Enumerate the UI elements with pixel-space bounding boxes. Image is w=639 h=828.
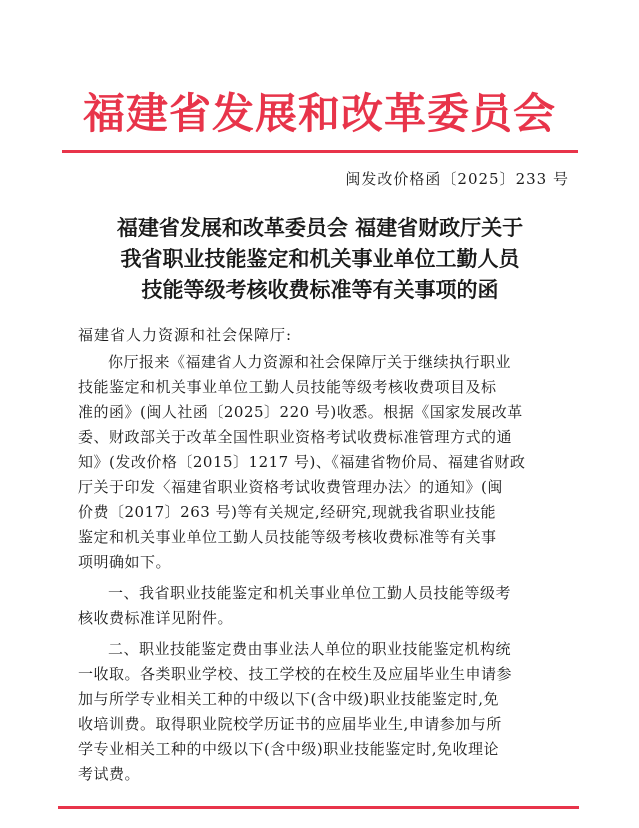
title-line: 福建省发展和改革委员会 福建省财政厅关于	[116, 215, 524, 240]
organization-header: 福建省发展和改革委员会	[82, 89, 556, 138]
paragraph-3-line: 学专业相关工种的中级以下(含中级)职业技能鉴定时,免收理论	[78, 740, 499, 758]
paragraph-2-line: 一、我省职业技能鉴定和机关事业单位工勤人员技能等级考	[108, 584, 512, 602]
addressee: 福建省人力资源和社会保障厅:	[78, 326, 293, 344]
header-red-rule	[62, 150, 578, 153]
paragraph-1-line: 准的函》(闽人社函〔2025〕220 号)收悉。根据《国家发展改革	[78, 403, 523, 421]
document-number: 闽发改价格函〔2025〕233 号	[345, 170, 569, 188]
paragraph-3-line: 加与所学专业相关工种的中级以下(含中级)职业技能鉴定时,免	[78, 690, 499, 708]
paragraph-3-line: 考试费。	[78, 765, 141, 783]
title-line: 技能等级考核收费标准等有关事项的函	[141, 277, 499, 302]
paragraph-2-line: 核收费标准详见附件。	[78, 609, 234, 627]
paragraph-1-line: 厅关于印发〈福建省职业资格考试收费管理办法〉的通知》(闽	[78, 478, 503, 496]
paragraph-3-line: 收培训费。取得职业院校学历证书的应届毕业生,申请参加与所	[78, 715, 502, 733]
document-title	[60, 212, 580, 305]
paragraph-1-line: 价费〔2017〕263 号)等有关规定,经研究,现就我省职业技能	[78, 503, 496, 521]
footer-red-rule	[58, 806, 579, 809]
title-line: 我省职业技能鉴定和机关事业单位工勤人员	[120, 246, 520, 271]
document-body	[78, 350, 568, 787]
paragraph-1-line: 技能鉴定和机关事业单位工勤人员技能等级考核收费项目及标	[78, 378, 497, 396]
paragraph-1-line: 项明确如下。	[78, 553, 172, 571]
paragraph-1-line: 知》(发改价格〔2015〕1217 号)、《福建省物价局、福建省财政	[78, 453, 526, 471]
paragraph-1-line: 你厅报来《福建省人力资源和社会保障厅关于继续执行职业	[108, 353, 512, 371]
paragraph-3-line: 一收取。各类职业学校、技工学校的在校生及应届毕业生申请参	[78, 665, 513, 683]
paragraph-1-line: 鉴定和机关事业单位工勤人员技能等级考核收费标准等有关事	[78, 528, 497, 546]
paragraph-3-line: 二、职业技能鉴定费由事业法人单位的职业技能鉴定机构统	[108, 640, 512, 658]
paragraph-1-line: 委、财政部关于改革全国性职业资格考试收费标准管理方式的通	[78, 428, 513, 446]
